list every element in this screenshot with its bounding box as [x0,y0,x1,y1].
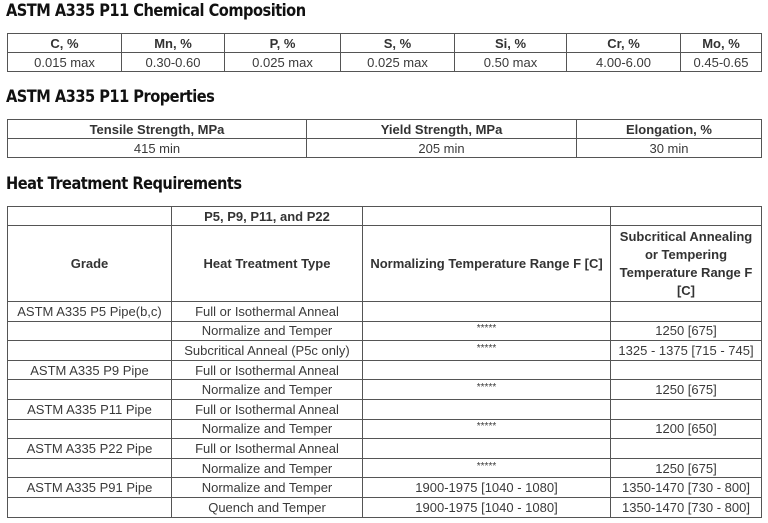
tempering-cell: 1250 [675] [611,458,762,478]
empty-header-cell [611,207,762,226]
value-cell-s: 0.025 max [341,53,455,72]
table-row [8,419,762,439]
heat-treatment-table [7,206,762,518]
grade-cell [8,341,172,361]
grade-cell [8,458,172,478]
tempering-cell [611,399,762,419]
table-row [8,380,762,400]
header-cell-mn: Mn, % [122,34,225,53]
grade-cell: ASTM A335 P9 Pipe [8,360,172,380]
tempering-cell: 1350-1470 [730 - 800] [611,478,762,498]
grade-cell: ASTM A335 P11 Pipe [8,399,172,419]
header-cell-cr: Cr, % [567,34,681,53]
header-cell-c: C, % [8,34,122,53]
grade-cell [8,419,172,439]
treatment-cell: Subcritical Anneal (P5c only) [172,341,363,361]
value-cell-cr: 4.00-6.00 [567,53,681,72]
tempering-cell: 1350-1470 [730 - 800] [611,497,762,517]
table-row [8,321,762,341]
normalizing-cell: ***** [363,380,611,400]
header-cell-si: Si, % [455,34,567,53]
grade-cell [8,321,172,341]
value-cell-yield: 205 min [307,139,577,158]
heat-treatment-title: Heat Treatment Requirements [6,174,242,194]
tempering-cell [611,439,762,459]
table-row [8,360,762,380]
tempering-cell [611,302,762,322]
value-cell-mn: 0.30-0.60 [122,53,225,72]
normalizing-cell: ***** [363,321,611,341]
grade-cell [8,497,172,517]
table-row [8,302,762,322]
value-cell-p: 0.025 max [225,53,341,72]
empty-header-cell [8,207,172,226]
grade-cell: ASTM A335 P5 Pipe(b,c) [8,302,172,322]
tempering-cell: 1250 [675] [611,321,762,341]
table-row [8,497,762,517]
table-row [8,139,762,158]
header-cell-elongation: Elongation, % [577,120,762,139]
treatment-cell: Normalize and Temper [172,478,363,498]
table-header-row [8,120,762,139]
properties-title: ASTM A335 P11 Properties [6,87,215,107]
normalizing-cell: ***** [363,341,611,361]
treatment-cell: Full or Isothermal Anneal [172,360,363,380]
treatment-cell: Full or Isothermal Anneal [172,439,363,459]
header-cell-s: S, % [341,34,455,53]
treatment-cell: Normalize and Temper [172,380,363,400]
tempering-cell: 1325 - 1375 [715 - 745] [611,341,762,361]
header-cell-mo: Mo, % [681,34,762,53]
table-row [8,341,762,361]
normalizing-cell: 1900-1975 [1040 - 1080] [363,497,611,517]
normalizing-cell: 1900-1975 [1040 - 1080] [363,478,611,498]
tempering-cell [611,360,762,380]
header-cell-yield: Yield Strength, MPa [307,120,577,139]
header-cell-grade: Grade [8,226,172,302]
grade-cell: ASTM A335 P22 Pipe [8,439,172,459]
table-row [8,439,762,459]
header-cell-tensile: Tensile Strength, MPa [8,120,307,139]
normalizing-cell [363,439,611,459]
normalizing-cell [363,399,611,419]
table-header-row [8,226,762,302]
treatment-cell: Normalize and Temper [172,458,363,478]
header-cell-normalizing-temp: Normalizing Temperature Range F [C] [363,226,611,302]
treatment-cell: Full or Isothermal Anneal [172,302,363,322]
normalizing-cell [363,360,611,380]
grade-cell [8,380,172,400]
empty-header-cell [363,207,611,226]
normalizing-cell: ***** [363,419,611,439]
chemical-composition-title: ASTM A335 P11 Chemical Composition [6,1,306,21]
normalizing-cell [363,302,611,322]
treatment-cell: Normalize and Temper [172,419,363,439]
header-cell-p: P, % [225,34,341,53]
value-cell-c: 0.015 max [8,53,122,72]
grade-cell: ASTM A335 P91 Pipe [8,478,172,498]
table-header-row [8,34,762,53]
header-cell-tempering-temp: Subcritical Annealing or Tempering Temperature Range F [C] [611,226,762,302]
tempering-cell: 1250 [675] [611,380,762,400]
group-header-cell: P5, P9, P11, and P22 [172,207,363,226]
treatment-cell: Full or Isothermal Anneal [172,399,363,419]
table-group-header-row [8,207,762,226]
header-cell-treatment-type: Heat Treatment Type [172,226,363,302]
table-row [8,53,762,72]
value-cell-tensile: 415 min [8,139,307,158]
treatment-cell: Normalize and Temper [172,321,363,341]
table-row [8,458,762,478]
table-row [8,478,762,498]
properties-table [7,119,762,158]
value-cell-mo: 0.45-0.65 [681,53,762,72]
normalizing-cell: ***** [363,458,611,478]
value-cell-si: 0.50 max [455,53,567,72]
chemical-composition-table [7,33,762,72]
table-row [8,399,762,419]
tempering-cell: 1200 [650] [611,419,762,439]
treatment-cell: Quench and Temper [172,497,363,517]
value-cell-elongation: 30 min [577,139,762,158]
